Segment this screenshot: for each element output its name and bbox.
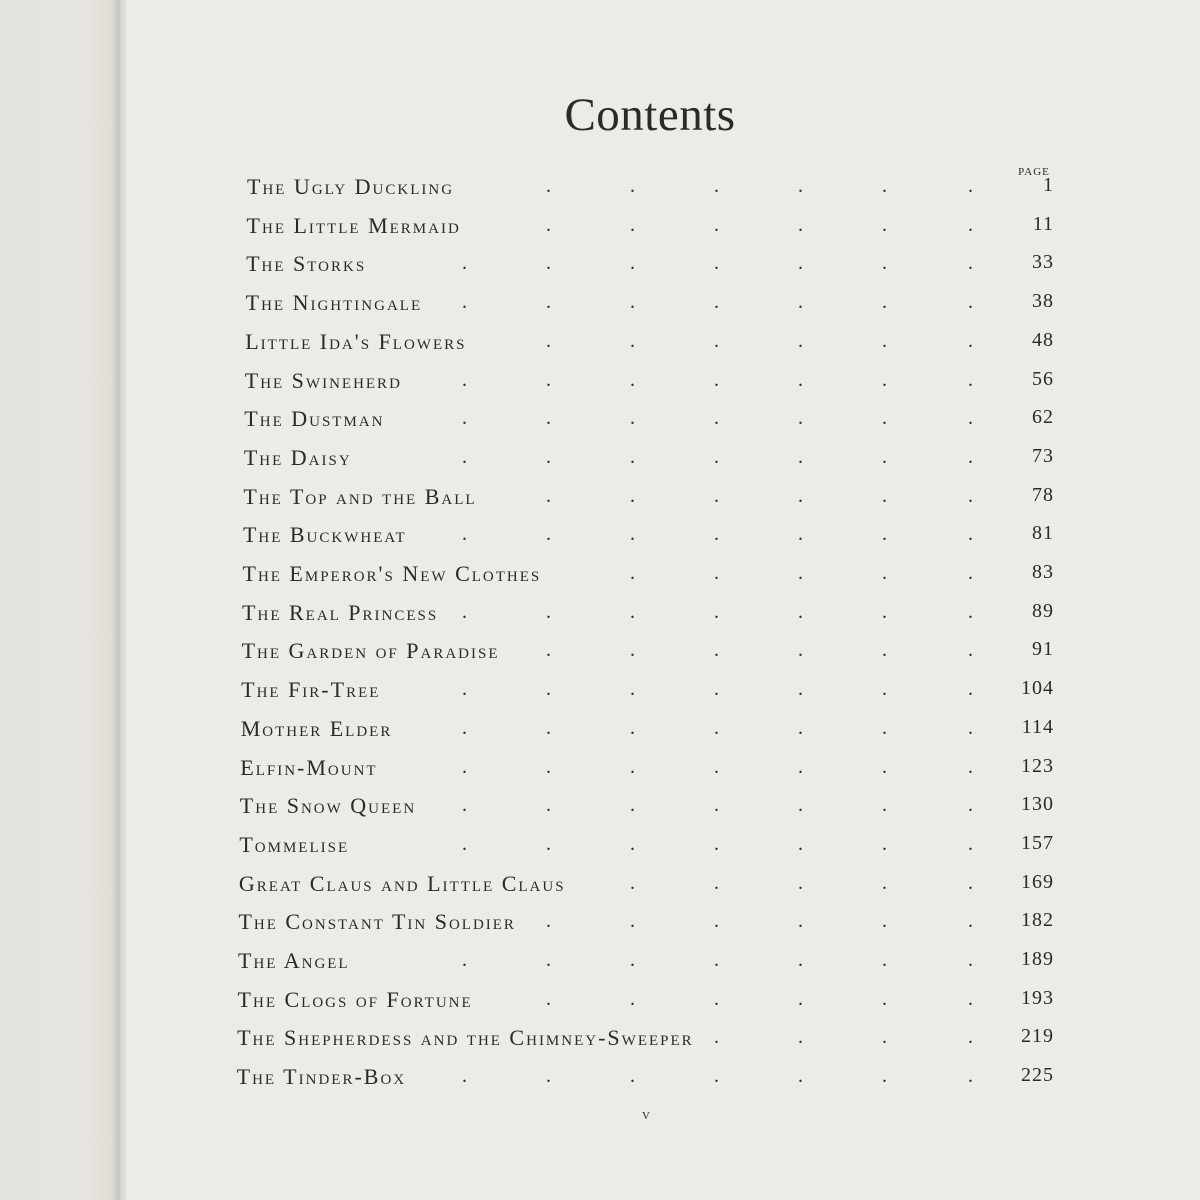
leader-dot: . <box>546 678 551 701</box>
leader-dot: . <box>968 871 973 894</box>
contents-entry <box>0 755 1200 791</box>
entry-page-number: 157 <box>1021 831 1054 854</box>
leader-dot: . <box>546 213 551 236</box>
leader-dot: . <box>714 484 719 507</box>
contents-entry <box>0 793 1200 829</box>
leader-dot: . <box>882 175 887 197</box>
leader-dot: . <box>462 832 467 855</box>
leader-dot: . <box>968 562 973 584</box>
entry-title: The Nightingale <box>245 290 423 316</box>
entry-page-number: 48 <box>1032 328 1054 351</box>
leader-dot: . <box>968 1065 973 1088</box>
entry-title: The Ugly Duckling <box>247 174 455 199</box>
leader-dot: . <box>630 910 635 933</box>
leader-dot: . <box>630 1065 635 1088</box>
contents-entry <box>0 484 1200 520</box>
contents-entry <box>0 561 1200 597</box>
leader-dot: . <box>714 949 719 971</box>
contents-entry <box>0 832 1200 868</box>
leader-dot: . <box>798 368 803 391</box>
entry-page-number: 169 <box>1021 870 1054 893</box>
leader-dot: . <box>462 1065 467 1088</box>
leader-dot: . <box>968 755 973 778</box>
leader-dot: . <box>798 949 803 971</box>
entry-title: The Real Princess <box>242 599 439 625</box>
leader-dot: . <box>968 678 973 701</box>
entry-title: The Little Mermaid <box>246 212 461 238</box>
leader-dot: . <box>630 794 635 817</box>
leader-dot: . <box>882 213 887 236</box>
leader-dot: . <box>630 600 635 623</box>
leader-dot: . <box>630 523 635 546</box>
leader-dot: . <box>630 407 635 430</box>
leader-dot: . <box>462 291 467 314</box>
leader-dot: . <box>546 949 551 971</box>
leader-dot: . <box>630 252 635 275</box>
leader-dot: . <box>968 445 973 468</box>
leader-dot: . <box>882 407 887 430</box>
entry-page-number: 130 <box>1021 793 1054 816</box>
leader-dot: . <box>798 407 803 430</box>
contents-entry <box>0 522 1200 558</box>
leader-dot: . <box>630 755 635 778</box>
entry-page-number: 56 <box>1032 367 1054 390</box>
leader-dot: . <box>630 484 635 507</box>
leader-dot: . <box>798 175 803 197</box>
leader-dot: . <box>968 329 973 352</box>
leader-dot: . <box>630 291 635 314</box>
leader-dot: . <box>714 329 719 352</box>
leader-dot: . <box>546 794 551 817</box>
leader-dot: . <box>882 291 887 314</box>
leader-dot: . <box>462 794 467 817</box>
entry-title: Little Ida's Flowers <box>245 328 467 354</box>
leader-dot: . <box>630 716 635 739</box>
entry-title: The Emperor's New Clothes <box>242 561 542 586</box>
leader-dot: . <box>882 678 887 701</box>
leader-dot: . <box>630 175 635 197</box>
leader-dot: . <box>714 407 719 430</box>
contents-entry <box>0 677 1200 713</box>
leader-dot: . <box>882 368 887 391</box>
entry-title: Mother Elder <box>240 715 393 741</box>
leader-dot: . <box>714 175 719 197</box>
leader-dot: . <box>968 639 973 662</box>
contents-entry <box>0 251 1200 287</box>
leader-dot: . <box>968 523 973 546</box>
leader-dot: . <box>714 523 719 546</box>
leader-dot: . <box>882 445 887 468</box>
leader-dot: . <box>630 678 635 701</box>
leader-dot: . <box>714 755 719 778</box>
contents-entry <box>0 174 1200 210</box>
leader-dot: . <box>798 794 803 817</box>
leader-dot: . <box>798 1065 803 1088</box>
entry-title: The Fir-Tree <box>241 677 381 703</box>
leader-dot: . <box>798 252 803 275</box>
leader-dot: . <box>546 755 551 778</box>
leader-dot: . <box>882 329 887 352</box>
entry-title: The Garden of Paradise <box>241 638 500 664</box>
leader-dot: . <box>714 368 719 391</box>
leader-dot: . <box>630 871 635 894</box>
leader-dot: . <box>546 445 551 468</box>
leader-dot: . <box>462 678 467 701</box>
leader-dot: . <box>968 1026 973 1049</box>
leader-dot: . <box>630 368 635 391</box>
contents-entry <box>0 909 1200 945</box>
leader-dot: . <box>882 871 887 894</box>
leader-dot: . <box>714 832 719 855</box>
leader-dot: . <box>968 368 973 391</box>
leader-dot: . <box>462 445 467 468</box>
entry-page-number: 89 <box>1032 599 1054 622</box>
leader-dot: . <box>546 523 551 546</box>
entry-page-number: 78 <box>1032 483 1054 506</box>
entry-page-number: 38 <box>1032 290 1054 313</box>
entry-title: The Snow Queen <box>239 793 417 819</box>
leader-dot: . <box>546 1065 551 1088</box>
leader-dot: . <box>798 1026 803 1049</box>
leader-dot: . <box>462 755 467 778</box>
leader-dot: . <box>882 484 887 507</box>
page-title: Contents <box>564 89 736 141</box>
leader-dot: . <box>798 484 803 507</box>
entry-page-number: 91 <box>1032 638 1054 661</box>
leader-dot: . <box>546 329 551 352</box>
leader-dot: . <box>630 445 635 468</box>
leader-dot: . <box>546 252 551 275</box>
leader-dot: . <box>968 794 973 817</box>
leader-dot: . <box>714 1065 719 1088</box>
leader-dot: . <box>714 987 719 1010</box>
page-column-header: PAGE <box>1018 166 1050 178</box>
leader-dot: . <box>714 639 719 662</box>
entry-title: The Swineherd <box>244 367 402 393</box>
leader-dot: . <box>882 562 887 584</box>
leader-dot: . <box>714 716 719 739</box>
contents-entry <box>0 213 1200 249</box>
leader-dot: . <box>968 484 973 507</box>
entry-page-number: 193 <box>1021 986 1054 1009</box>
entry-page-number: 81 <box>1032 522 1054 545</box>
leader-dot: . <box>882 755 887 778</box>
leader-dot: . <box>798 832 803 855</box>
leader-dot: . <box>882 639 887 662</box>
leader-dot: . <box>798 755 803 778</box>
entry-title: The Storks <box>246 251 367 277</box>
leader-dot: . <box>630 987 635 1010</box>
leader-dot: . <box>462 407 467 430</box>
contents-entry <box>0 1064 1200 1100</box>
entry-title: The Angel <box>238 948 350 973</box>
entry-page-number: 11 <box>1032 212 1054 235</box>
entry-page-number: 123 <box>1021 754 1054 777</box>
leader-dot: . <box>630 562 635 584</box>
contents-entry <box>0 600 1200 636</box>
leader-dot: . <box>882 523 887 546</box>
entry-page-number: 1 <box>1043 174 1054 196</box>
leader-dot: . <box>968 291 973 314</box>
leader-dot: . <box>462 949 467 971</box>
leader-dot: . <box>882 1065 887 1088</box>
contents-entry <box>0 368 1200 404</box>
contents-entry <box>0 638 1200 674</box>
leader-dot: . <box>798 562 803 584</box>
leader-dot: . <box>882 252 887 275</box>
entry-title: Elfin-Mount <box>240 754 378 780</box>
contents-entry <box>0 987 1200 1023</box>
contents-entry <box>0 1025 1200 1061</box>
leader-dot: . <box>546 987 551 1010</box>
leader-dot: . <box>546 716 551 739</box>
leader-dot: . <box>546 175 551 197</box>
leader-dot: . <box>882 1026 887 1049</box>
leader-dot: . <box>882 794 887 817</box>
leader-dot: . <box>968 832 973 855</box>
leader-dot: . <box>968 716 973 739</box>
leader-dot: . <box>968 407 973 430</box>
contents-entry <box>0 445 1200 481</box>
leader-dot: . <box>462 600 467 623</box>
leader-dot: . <box>630 329 635 352</box>
entry-page-number: 114 <box>1021 715 1054 738</box>
leader-dot: . <box>798 987 803 1010</box>
contents-entry <box>0 290 1200 326</box>
leader-dot: . <box>798 678 803 701</box>
leader-dot: . <box>714 678 719 701</box>
leader-dot: . <box>798 523 803 546</box>
leader-dot: . <box>462 368 467 391</box>
leader-dot: . <box>798 600 803 623</box>
leader-dot: . <box>714 1026 719 1049</box>
leader-dot: . <box>714 213 719 236</box>
entry-page-number: 219 <box>1021 1025 1054 1048</box>
entry-title: The Top and the Ball <box>243 483 477 509</box>
leader-dot: . <box>714 445 719 468</box>
leader-dot: . <box>882 910 887 933</box>
leader-dot: . <box>882 987 887 1010</box>
leader-dot: . <box>882 832 887 855</box>
page-folio: v <box>642 1106 650 1123</box>
leader-dot: . <box>714 871 719 894</box>
leader-dot: . <box>714 600 719 623</box>
leader-dot: . <box>882 716 887 739</box>
leader-dot: . <box>546 832 551 855</box>
leader-dot: . <box>630 949 635 971</box>
leader-dot: . <box>968 213 973 236</box>
contents-entry <box>0 406 1200 442</box>
leader-dot: . <box>882 949 887 971</box>
leader-dot: . <box>968 600 973 623</box>
entry-title: The Constant Tin Soldier <box>238 909 516 935</box>
leader-dot: . <box>968 910 973 933</box>
leader-dot: . <box>714 910 719 933</box>
leader-dot: . <box>968 175 973 197</box>
entry-page-number: 62 <box>1032 406 1054 429</box>
leader-dot: . <box>462 252 467 275</box>
leader-dot: . <box>798 213 803 236</box>
leader-dot: . <box>798 445 803 468</box>
leader-dot: . <box>968 949 973 971</box>
contents-entry <box>0 329 1200 365</box>
contents-entry <box>0 948 1200 984</box>
entry-title: Great Claus and Little Claus <box>238 870 566 896</box>
leader-dot: . <box>882 600 887 623</box>
entry-page-number: 83 <box>1032 561 1054 583</box>
leader-dot: . <box>798 871 803 894</box>
contents-entry <box>0 716 1200 752</box>
leader-dot: . <box>798 639 803 662</box>
entry-page-number: 189 <box>1021 948 1054 970</box>
leader-dot: . <box>798 329 803 352</box>
entry-page-number: 182 <box>1021 909 1054 932</box>
entry-title: The Daisy <box>243 444 352 470</box>
leader-dot: . <box>798 910 803 933</box>
leader-dot: . <box>462 716 467 739</box>
leader-dot: . <box>714 252 719 275</box>
leader-dot: . <box>630 639 635 662</box>
entry-title: The Clogs of Fortune <box>237 986 473 1012</box>
leader-dot: . <box>714 291 719 314</box>
entry-title: Tommelise <box>239 831 350 857</box>
entry-page-number: 33 <box>1032 251 1054 274</box>
leader-dot: . <box>546 368 551 391</box>
entry-title: The Dustman <box>244 406 385 432</box>
leader-dot: . <box>968 252 973 275</box>
leader-dot: . <box>798 716 803 739</box>
leader-dot: . <box>714 562 719 584</box>
leader-dot: . <box>630 832 635 855</box>
entry-title: The Buckwheat <box>242 522 407 548</box>
leader-dot: . <box>546 484 551 507</box>
leader-dot: . <box>546 910 551 933</box>
leader-dot: . <box>714 794 719 817</box>
leader-dot: . <box>798 291 803 314</box>
leader-dot: . <box>968 987 973 1010</box>
leader-dot: . <box>630 213 635 236</box>
entry-title: The Shepherdess and the Chimney-Sweeper <box>237 1025 694 1051</box>
leader-dot: . <box>546 600 551 623</box>
entry-page-number: 73 <box>1032 444 1054 467</box>
entry-page-number: 104 <box>1021 677 1054 700</box>
entry-page-number: 225 <box>1021 1064 1054 1087</box>
leader-dot: . <box>546 291 551 314</box>
leader-dot: . <box>462 523 467 546</box>
entry-title: The Tinder-Box <box>236 1064 407 1090</box>
leader-dot: . <box>546 639 551 662</box>
leader-dot: . <box>546 407 551 430</box>
contents-entry <box>0 871 1200 907</box>
